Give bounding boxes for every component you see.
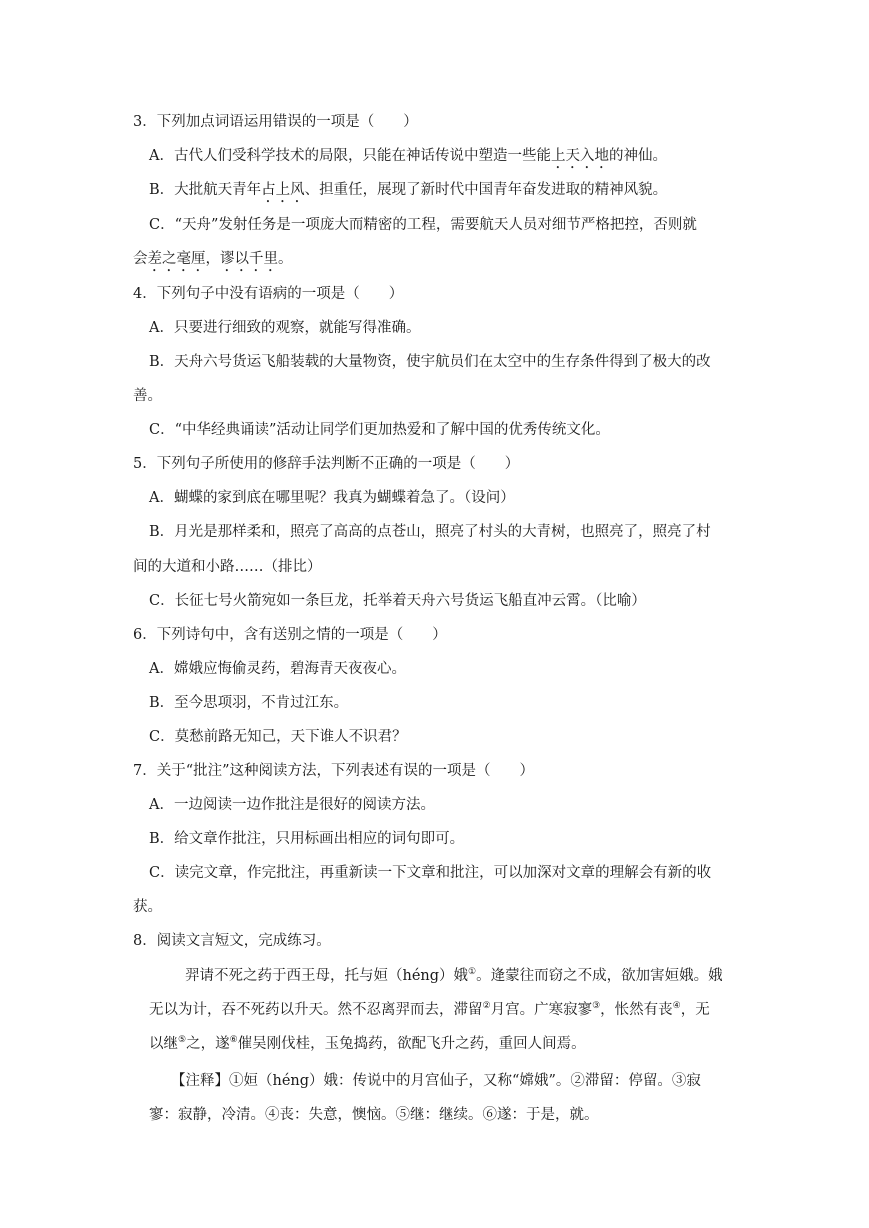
q7-option-c-line1: C．读完文章，作完批注，再重新读一下文章和批注，可以加深对文章的理解会有新的收 <box>149 865 712 881</box>
dotted-term: 差之毫厘，谬以千里 <box>147 251 278 267</box>
q7-stem: 7．关于“批注”这种阅读方法，下列表述有误的一项是（ ） <box>133 763 535 779</box>
q5-option-b-line2: 间的大道和小路……（排比） <box>133 559 322 575</box>
q8-notes-line1: 【注释】①姮（héng）娥：传说中的月宫仙子，又称“嫦娥”。②滞留：停留。③寂 <box>171 1073 701 1089</box>
q5-option-c: C．长征七号火箭宛如一条巨龙，托举着天舟六号货运飞船直冲云霄。（比喻） <box>149 593 646 609</box>
q5-option-a: A．蝴蝶的家到底在哪里呢？我真为蝴蝶着急了。（设问） <box>149 490 515 506</box>
dotted-term: 上天入地 <box>550 148 609 164</box>
q4-option-a: A．只要进行细致的观察，就能写得准确。 <box>149 320 421 336</box>
q4-option-b-line2: 善。 <box>133 388 162 404</box>
q4-stem: 4．下列句子中没有语病的一项是（ ） <box>133 286 404 302</box>
q8-passage-line2: 无以为计，吞不死药以升天。然不忍离羿而去，滞留②月宫。广寒寂寥③，怅然有丧④，无 <box>149 1001 710 1018</box>
q3-option-b: B．大批航天青年占上风、担重任，展现了新时代中国青年奋发进取的精神风貌。 <box>149 182 668 198</box>
q3-stem: 3．下列加点词语运用错误的一项是（ ） <box>133 114 418 130</box>
q6-option-c: C．莫愁前路无知己，天下谁人不识君？ <box>149 729 407 745</box>
q3-option-c-line2: 会差之毫厘，谬以千里。 <box>133 251 293 267</box>
q8-stem: 8．阅读文言短文，完成练习。 <box>133 933 331 949</box>
q8-notes-line2: 寥：寂静，冷清。④丧：失意，懊恼。⑤继：继续。⑥遂：于是，就。 <box>149 1107 599 1123</box>
q8-passage-line3: 以继⑤之，遂⑥催吴刚伐桂，玉兔捣药，欲配飞升之药，重回人间焉。 <box>149 1035 586 1052</box>
q7-option-c-line2: 获。 <box>133 899 162 915</box>
q6-option-b: B．至今思项羽，不肯过江东。 <box>149 695 349 711</box>
q5-stem: 5．下列句子所使用的修辞手法判断不正确的一项是（ ） <box>133 456 520 472</box>
q3-option-c-line1: C．“天舟”发射任务是一项庞大而精密的工程，需要航天人员对细节严格把控，否则就 <box>149 217 697 233</box>
dotted-term: 占上风 <box>261 182 305 198</box>
q7-option-b: B．给文章作批注，只用标画出相应的词句即可。 <box>149 831 465 847</box>
q6-option-a: A．嫦娥应悔偷灵药，碧海青天夜夜心。 <box>149 661 406 677</box>
q4-option-c: C．“中华经典诵读”活动让同学们更加热爱和了解中国的优秀传统文化。 <box>149 422 610 438</box>
q8-passage-line1: 羿请不死之药于西王母，托与姮（héng）娥①。逄蒙往而窃之不成，欲加害姮娥。娥 <box>185 967 723 984</box>
q7-option-a: A．一边阅读一边作批注是很好的阅读方法。 <box>149 797 435 813</box>
q4-option-b-line1: B．天舟六号货运飞船装载的大量物资，使宇航员们在太空中的生存条件得到了极大的改 <box>149 354 711 370</box>
q6-stem: 6．下列诗句中，含有送别之情的一项是（ ） <box>133 627 447 643</box>
q3-option-a: A．古代人们受科学技术的局限，只能在神话传说中塑造一些能上天入地的神仙。 <box>149 148 667 164</box>
q5-option-b-line1: B．月光是那样柔和，照亮了高高的点苍山，照亮了村头的大青树，也照亮了，照亮了村 <box>149 524 711 540</box>
